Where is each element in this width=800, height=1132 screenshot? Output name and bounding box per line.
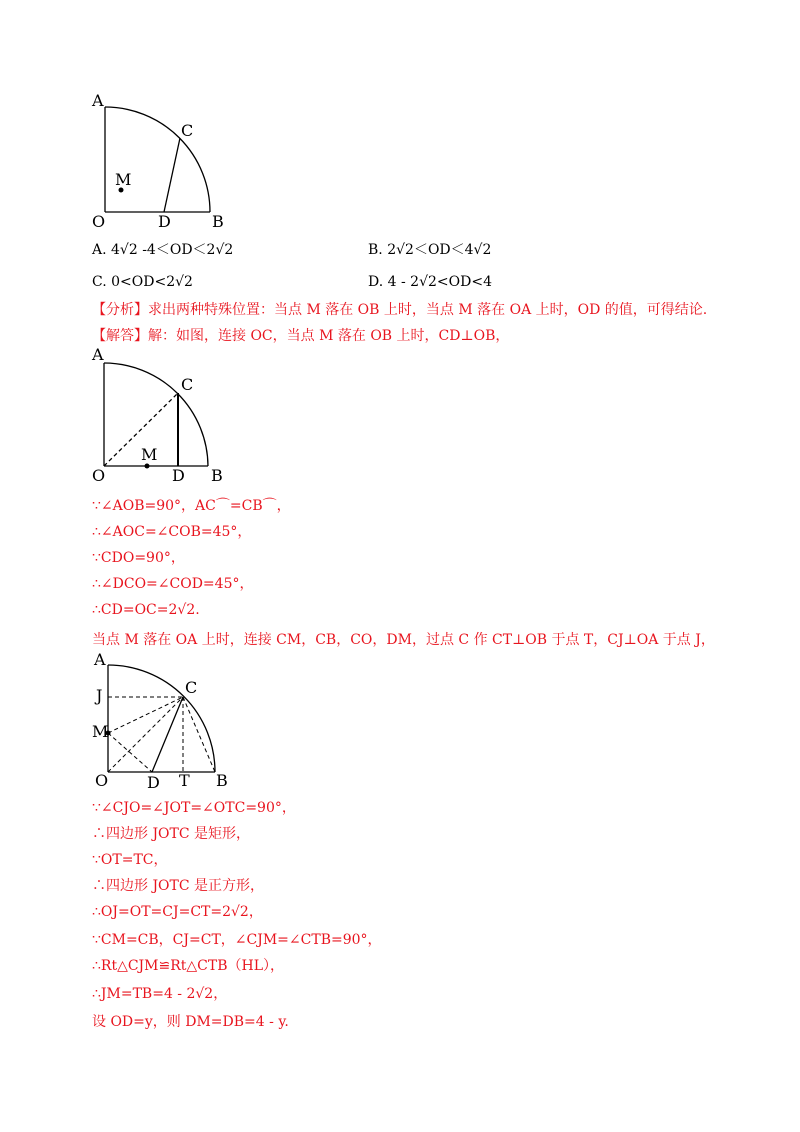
segment-mc bbox=[108, 697, 183, 733]
segment-md bbox=[108, 733, 152, 772]
step2-6: ∵CM=CB，CJ=CT，∠CJM=∠CTB=90°， bbox=[92, 932, 382, 948]
label-c: C bbox=[185, 678, 198, 697]
label-d: D bbox=[158, 212, 171, 231]
step2-1: ∵∠CJO=∠JOT=∠OTC=90°， bbox=[92, 800, 296, 816]
label-o: O bbox=[92, 212, 106, 231]
label-m: M bbox=[141, 445, 158, 464]
step1-5: ∴CD=OC=2√2. bbox=[92, 602, 200, 618]
answer-intro: 【解答】解：如图，连接 OC，当点 M 落在 OB 上时，CD⊥OB， bbox=[92, 328, 510, 344]
label-a: A bbox=[92, 345, 104, 364]
segment-dc bbox=[152, 697, 183, 772]
label-o: O bbox=[92, 466, 106, 485]
choice-a: A. 4√2 -4＜OD＜2√2 bbox=[92, 242, 234, 258]
step2-8: ∴JM=TB=4 - 2√2， bbox=[92, 986, 228, 1002]
step2-4: ∴四边形 JOTC 是正方形， bbox=[92, 878, 265, 894]
step1-4: ∴∠DCO=∠COD=45°， bbox=[92, 576, 254, 592]
step2-5: ∴OJ=OT=CJ=CT=2√2， bbox=[92, 904, 263, 920]
case2-text: 当点 M 落在 OA 上时，连接 CM，CB，CO，DM，过点 C 作 CT⊥OB 于点 T，CJ⊥OA 于点 J， bbox=[92, 632, 715, 648]
choice-d-text: 4 - 2√2<OD<4 bbox=[387, 274, 492, 290]
label-t: T bbox=[179, 771, 190, 790]
analysis-text: 【分析】求出两种特殊位置：当点 M 落在 OB 上时，当点 M 落在 OA 上时，OD 的值，可得结论. bbox=[92, 302, 708, 318]
segment-oc bbox=[108, 697, 183, 772]
label-o: O bbox=[95, 771, 109, 790]
label-m: M bbox=[115, 170, 132, 189]
label-c: C bbox=[181, 375, 194, 394]
label-a: A bbox=[92, 91, 104, 110]
label-b: B bbox=[211, 466, 223, 485]
choice-b-text: 2√2＜OD＜4√2 bbox=[387, 242, 492, 258]
step1-2: ∴∠AOC=∠COB=45°， bbox=[92, 524, 252, 540]
choice-c-text: 0<OD<2√2 bbox=[111, 274, 193, 290]
step2-3: ∵OT=TC， bbox=[92, 852, 168, 868]
label-d: D bbox=[172, 466, 185, 485]
label-j: J bbox=[96, 686, 103, 705]
step2-7: ∴Rt△CJM≌Rt△CTB（HL）， bbox=[92, 958, 285, 974]
step1-3: ∵CDO=90°， bbox=[92, 550, 185, 566]
choice-c: C. 0<OD<2√2 bbox=[92, 274, 193, 290]
segment-cb bbox=[183, 697, 215, 772]
choice-b: B. 2√2＜OD＜4√2 bbox=[368, 242, 492, 258]
label-d: D bbox=[147, 773, 160, 792]
label-b: B bbox=[212, 212, 224, 231]
label-m: M bbox=[92, 722, 109, 741]
step2-9: 设 OD=y，则 DM=DB=4 - y. bbox=[92, 1014, 289, 1030]
choice-d: D. 4 - 2√2<OD<4 bbox=[368, 274, 492, 290]
label-a: A bbox=[94, 650, 106, 669]
step2-2: ∴四边形 JOTC 是矩形， bbox=[92, 826, 251, 842]
step1-1: ∵∠AOB=90°，AC⌒=CB⌒， bbox=[92, 498, 291, 514]
label-c: C bbox=[181, 121, 194, 140]
label-b: B bbox=[216, 771, 228, 790]
choice-a-text: 4√2 -4＜OD＜2√2 bbox=[111, 242, 234, 258]
